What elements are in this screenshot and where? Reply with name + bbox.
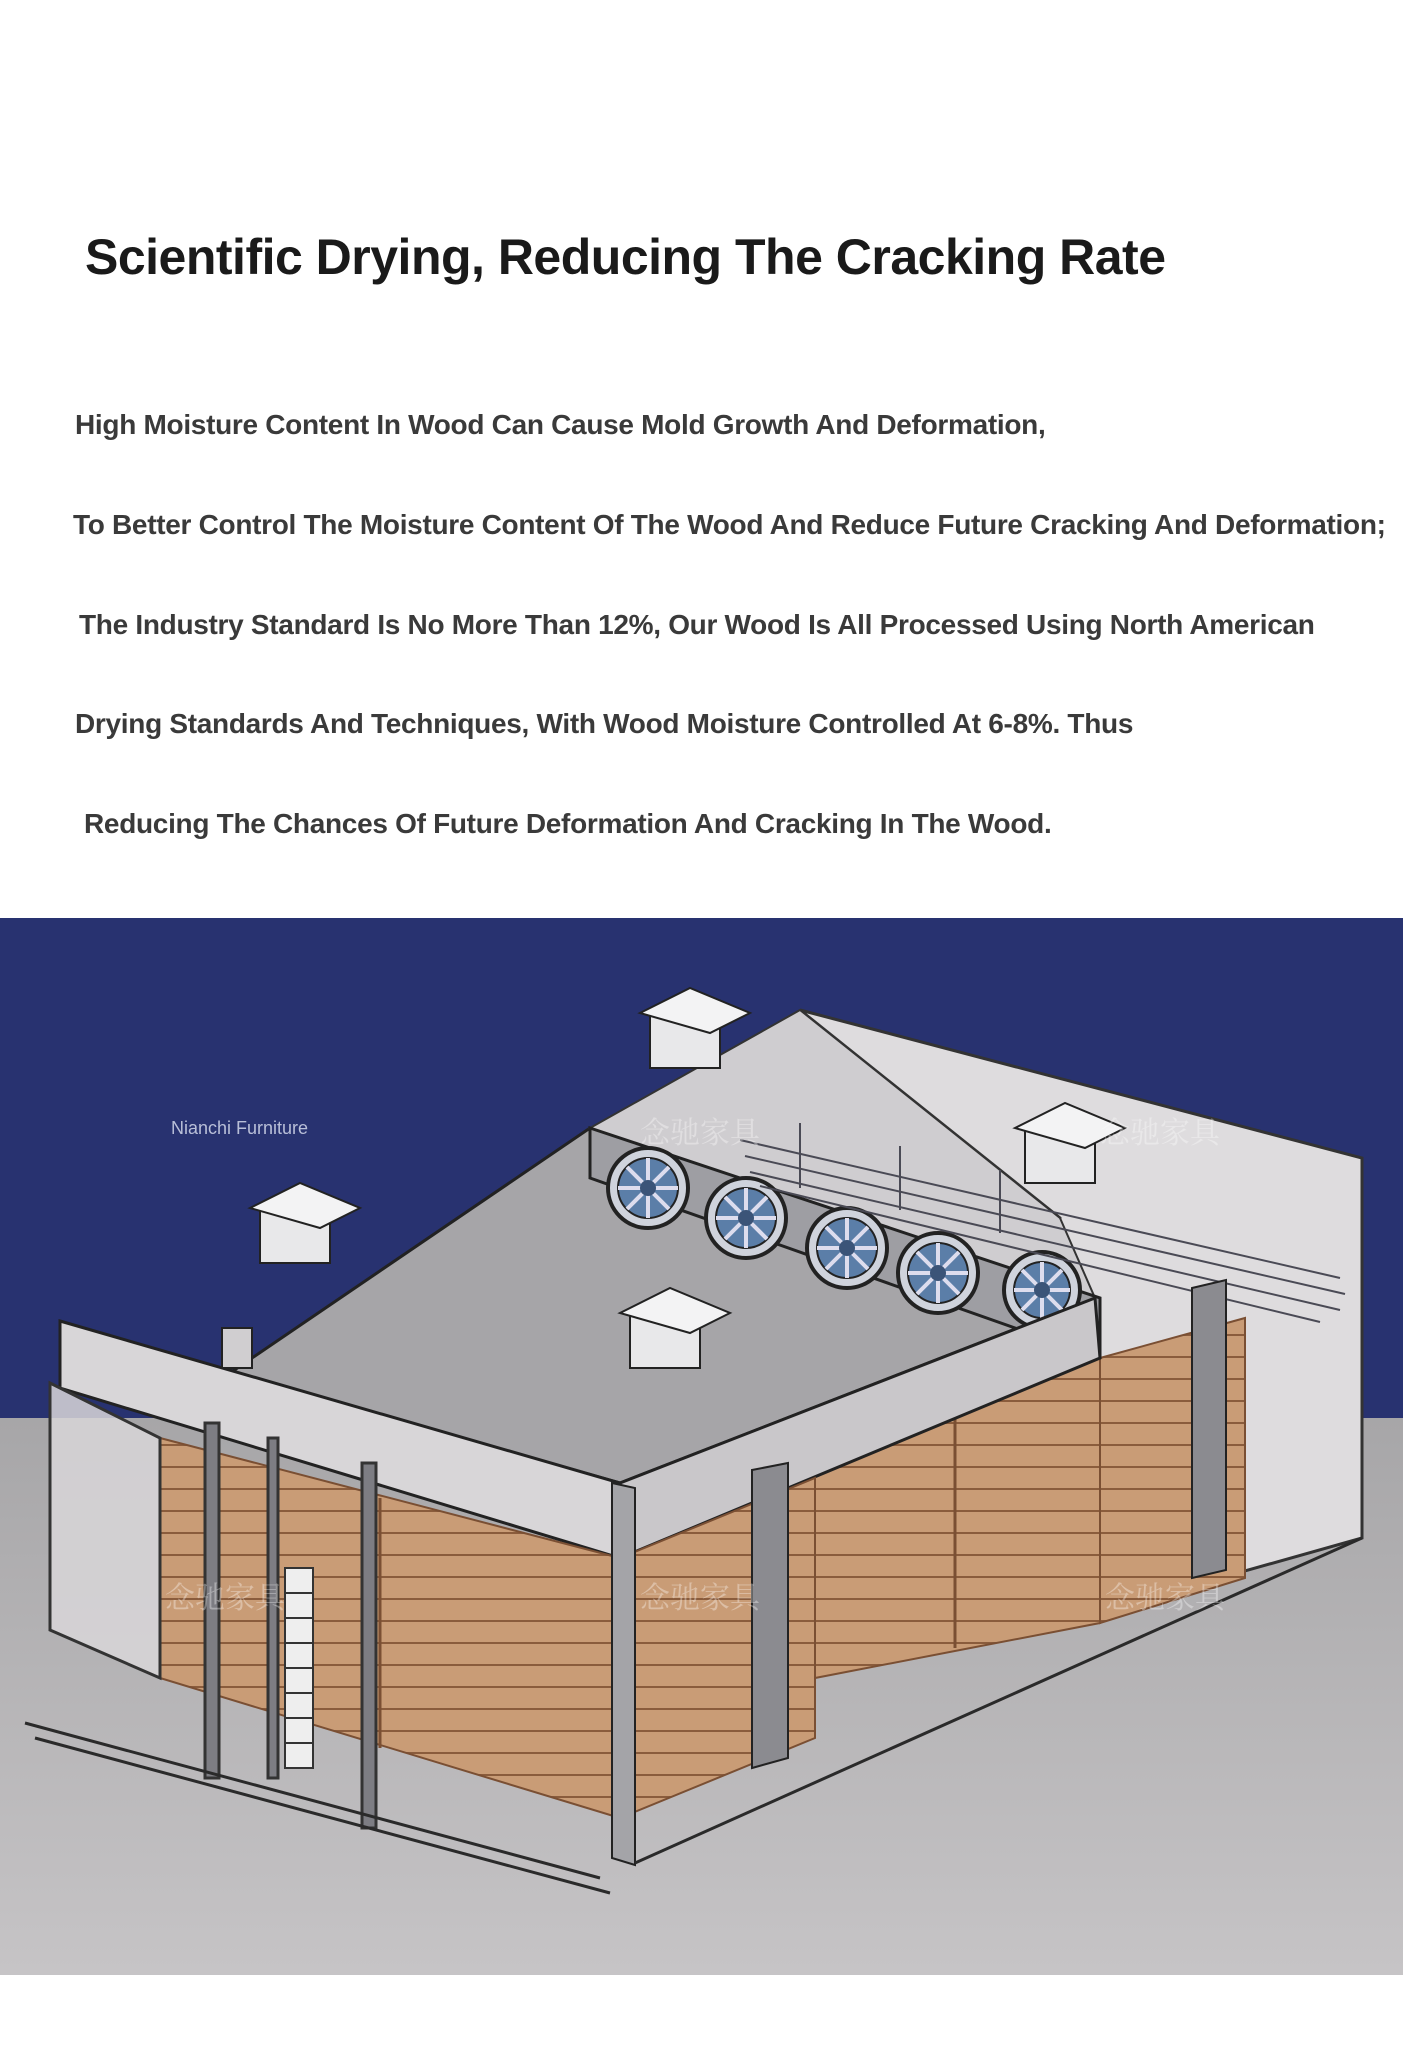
watermark: 念驰家具 [640,1581,760,1616]
description-line-3: The Industry Standard Is No More Than 12%, Our Wood Is All Processed Using North American [79,609,1315,640]
watermark: 念驰家具 [1100,1116,1220,1151]
fan-icon [898,1233,978,1313]
watermark: 念驰家具 [640,1116,760,1151]
watermark: 念驰家具 [1105,1581,1225,1616]
description-line-4: Drying Standards And Techniques, With Wood Moisture Controlled At 6-8%. Thus [75,708,1134,739]
fan-icon [608,1148,688,1228]
watermark: 念驰家具 [165,1581,285,1616]
chimney [222,1328,252,1368]
description-line-5: Reducing The Chances Of Future Deformation And Cracking In The Wood. [84,808,1052,839]
drying-kiln-drawing [0,918,1403,1975]
page-title: Scientific Drying, Reducing The Cracking Rate [85,229,1166,285]
brand-caption: Nianchi Furniture [171,1118,309,1138]
fan-icon [807,1208,887,1288]
pillar [1192,1280,1226,1578]
drying-kiln-illustration [0,918,1403,1975]
ladder [285,1568,313,1768]
description-line-1: High Moisture Content In Wood Can Cause Mold Growth And Deformation, [75,409,1046,440]
description-line-2: To Better Control The Moisture Content Of The Wood And Reduce Future Cracking And Deformation; [73,509,1386,540]
